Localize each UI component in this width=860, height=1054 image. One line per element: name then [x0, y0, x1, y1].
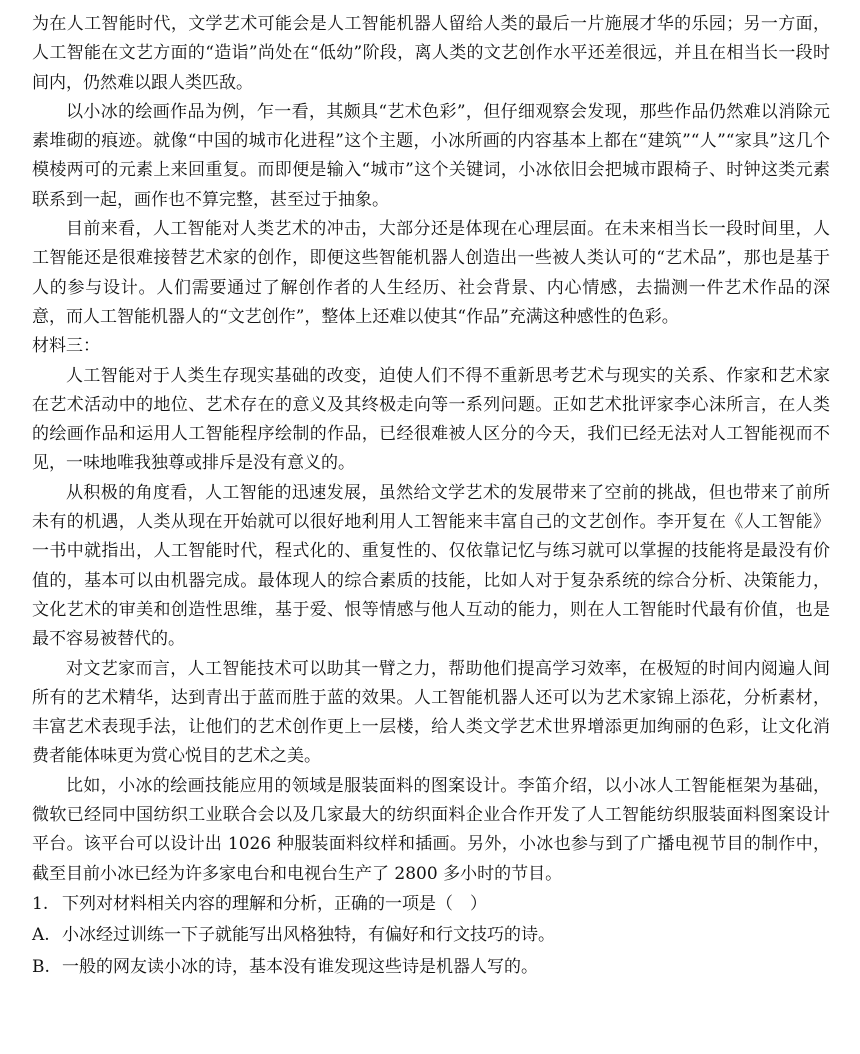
option-b-letter: B.: [32, 956, 50, 977]
paragraph-fabric-design: 比如，小冰的绘画技能应用的领域是服装面料的图案设计。李笛介绍，以小冰人工智能框架为基础，微软已经同中国纺织工业联合会以及几家最大的纺织面料企业合作开发了人工智能纺织服装面料图案设计平台。该平台可以设计出 1026 种服装面料纹样和插画。另外，小冰也参与到了广播电视节目的制作中，截至目前小冰已经为许多家电台和电视台生产了 2800 多小时的节目。: [32, 775, 830, 884]
material-three-heading: 材料三：: [32, 336, 100, 357]
paragraph-material-three-intro: 人工智能对于人类生存现实基础的改变，迫使人们不得不重新思考艺术与现实的关系、作家和艺术家在艺术活动中的地位、艺术存在的意义及其终极走向等一系列问题。正如艺术批评家李心沫所言，在人类的绘画作品和运用人工智能程序绘制的作品，已经很难被人区分的今天，我们已经无法对人工智能视而不见，一味地唯我独尊或排斥是没有意义的。: [32, 365, 830, 474]
question-number: 1.: [32, 893, 49, 914]
question-stem: [32, 889, 830, 921]
option-a[interactable]: [32, 920, 830, 952]
option-a-text: 小冰经过训练一下子就能写出风格独特，有偏好和行文技巧的诗。: [62, 925, 555, 946]
paragraph-xiaobing-painting: 以小冰的绘画作品为例，乍一看，其颇具“艺术色彩”，但仔细观察会发现，那些作品仍然难以消除元素堆砌的痕迹。就像“中国的城市化进程”这个主题，小冰所画的内容基本上都在“建筑”“人”“家具”这几个模棱两可的元素上来回重复。而即便是输入“城市”这个关键词，小冰依旧会把城市跟椅子、时钟这类元素联系到一起，画作也不算完整，甚至过于抽象。: [32, 101, 830, 210]
option-b-text: 一般的网友读小冰的诗，基本没有谁发现这些诗是机器人写的。: [62, 956, 538, 977]
question-text: 下列对材料相关内容的理解和分析，正确的一项是（ ）: [62, 893, 487, 914]
paragraph-continued: 为在人工智能时代，文学艺术可能会是人工智能机器人留给人类的最后一片施展才华的乐园；另一方面，人工智能在文艺方面的“造诣”尚处在“低幼”阶段，离人类的文艺创作水平还差很远，并且在相当长一段时间内，仍然难以跟人类匹敌。: [32, 14, 830, 93]
paragraph-positive-view: 从积极的角度看，人工智能的迅速发展，虽然给文学艺术的发展带来了空前的挑战，但也带来了前所未有的机遇，人类从现在开始就可以很好地利用人工智能来丰富自己的文艺创作。李开复在《人工智能》一书中就指出，人工智能时代，程式化的、重复性的、仅依靠记忆与练习就可以掌握的技能将是最没有价值的，基本可以由机器完成。最体现人的综合素质的技能，比如人对于复杂系统的综合分析、决策能力，文化艺术的审美和创造性思维，基于爱、恨等情感与他人互动的能力，则在人工智能时代最有价值，也是最不容易被替代的。: [32, 482, 830, 650]
paragraph-for-artists: 对文艺家而言，人工智能技术可以助其一臂之力，帮助他们提高学习效率，在极短的时间内阅遍人间所有的艺术精华，达到青出于蓝而胜于蓝的效果。人工智能机器人还可以为艺术家锦上添花，分析素材，丰富艺术表现手法，让他们的艺术创作更上一层楼，给人类文学艺术世界增添更加绚丽的色彩，让文化消费者能体味更为赏心悦目的艺术之美。: [32, 658, 830, 767]
option-b[interactable]: [32, 952, 830, 984]
paragraph-psychological-impact: 目前来看，人工智能对人类艺术的冲击，大部分还是体现在心理层面。在未来相当长一段时间里，人工智能还是很难接替艺术家的创作，即便这些智能机器人创造出一些被人类认可的“艺术品”，那也是基于人的参与设计。人们需要通过了解创作者的人生经历、社会背景、内心情感，去揣测一件艺术作品的深意，而人工智能机器人的“文艺创作”，整体上还难以使其“作品”充满这种感性的色彩。: [32, 219, 830, 327]
option-a-letter: A.: [32, 925, 50, 946]
